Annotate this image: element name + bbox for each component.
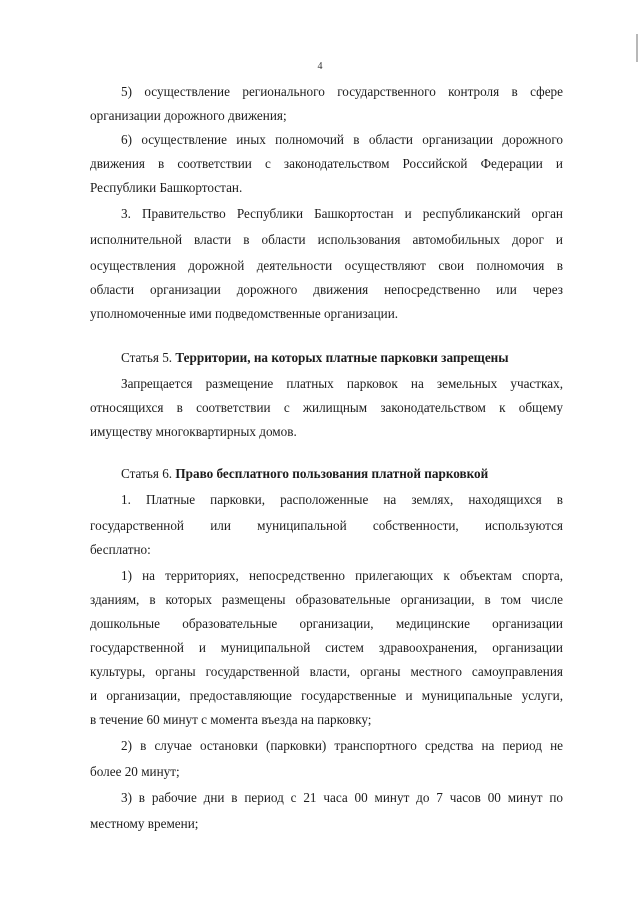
paragraph-line: 6) осуществление иных полномочий в области организации дорожного: [121, 132, 563, 147]
paragraph-line: более 20 минут;: [90, 764, 180, 779]
paragraph-line: местному времени;: [90, 816, 199, 831]
paragraph-line: относящихся в соответствии с жилищным законодательством к общему: [90, 400, 563, 415]
article-6-prefix: Статья 6.: [121, 466, 176, 481]
paragraph-line: имуществу многоквартирных домов.: [90, 424, 297, 439]
paragraph-line: осуществления дорожной деятельности осуществляют свои полномочия в: [90, 258, 563, 273]
article-5-title: Территории, на которых платные парковки запрещены: [175, 350, 509, 365]
article-5-prefix: Статья 5.: [121, 350, 176, 365]
paragraph-line: 3) в рабочие дни в период с 21 часа 00 минут до 7 часов 00 минут по: [121, 790, 563, 805]
article-6-heading: [121, 466, 563, 482]
article-6-title: Право бесплатного пользования платной парковкой: [175, 466, 489, 481]
paragraph-line: уполномоченные ими подведомственные организации.: [90, 306, 399, 321]
paragraph-line: и организации, предоставляющие государственные и муниципальные услуги,: [90, 688, 563, 703]
paragraph-line: культуры, органы государственной власти, органы местного самоуправления: [90, 664, 563, 679]
scan-edge-mark: [636, 34, 638, 62]
paragraph-line: 5) осуществление регионального государственного контроля в сфере: [121, 84, 563, 99]
paragraph-line: дошкольные образовательные организации, медицинские организации: [90, 616, 563, 631]
paragraph-line: Республики Башкортостан.: [90, 180, 243, 195]
paragraph-line: бесплатно:: [90, 542, 151, 557]
paragraph-line: 1. Платные парковки, расположенные на землях, находящихся в: [121, 492, 563, 507]
paragraph-line: зданиям, в которых размещены образовательные организации, в том числе: [90, 592, 563, 607]
paragraph-line: исполнительной власти в области использования автомобильных дорог и: [90, 232, 563, 247]
paragraph-line: организации дорожного движения;: [90, 108, 287, 123]
paragraph-line: 3. Правительство Республики Башкортостан и республиканский орган: [121, 206, 563, 221]
paragraph-line: в течение 60 минут с момента въезда на парковку;: [90, 712, 372, 727]
paragraph-line: государственной и муниципальной систем здравоохранения, организации: [90, 640, 563, 655]
paragraph-line: Запрещается размещение платных парковок на земельных участках,: [121, 376, 563, 391]
paragraph-line: государственной или муниципальной собственности, используются: [90, 518, 563, 533]
paragraph-line: области организации дорожного движения непосредственно или через: [90, 282, 563, 297]
article-5-heading: [121, 350, 563, 366]
paragraph-line: движения в соответствии с законодательством Российской Федерации и: [90, 156, 563, 171]
page-number: 4: [317, 61, 323, 72]
paragraph-line: 2) в случае остановки (парковки) транспортного средства на период не: [121, 738, 563, 753]
paragraph-line: 1) на территориях, непосредственно прилегающих к объектам спорта,: [121, 568, 563, 583]
